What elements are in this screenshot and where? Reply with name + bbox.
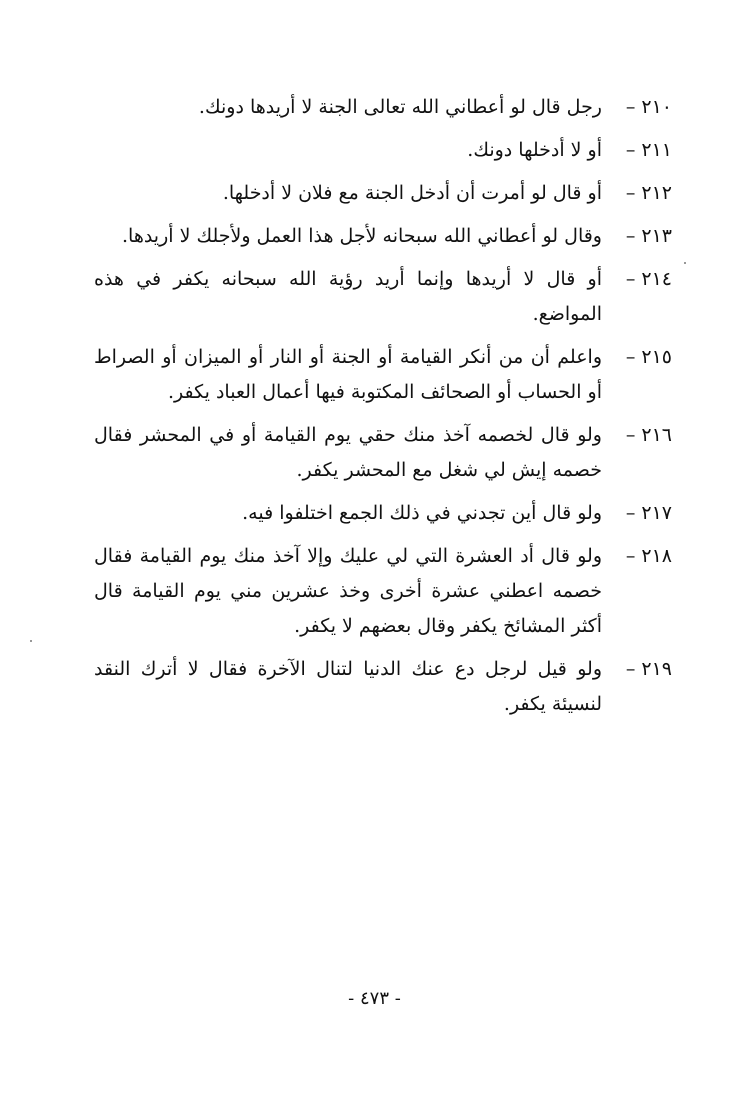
entry-number: ٢١٦ – <box>625 424 672 446</box>
entry <box>94 496 672 531</box>
entry-number: ٢١٧ – <box>625 502 672 524</box>
entry-number: ٢١١ – <box>625 139 672 161</box>
entry <box>94 219 672 254</box>
page-number: - ٤٧٣ - <box>348 988 401 1009</box>
entry-number: ٢١٠ – <box>625 96 672 118</box>
scan-speck <box>684 262 686 264</box>
entry <box>94 539 672 644</box>
entry-text: ولو قيل لرجل دع عنك الدنيا لتنال الآخرة فقال لا أترك النقد لنسيئة يكفر. <box>94 658 602 715</box>
entry-text: واعلم أن من أنكر القيامة أو الجنة أو النار أو الميزان أو الصراط أو الحساب أو الصحائف المكتوبة فيها أعمال العباد يكفر. <box>94 346 602 403</box>
entry-text: ولو قال أد العشرة التي لي عليك وإلا آخذ منك يوم القيامة فقال خصمه اعطني عشرة أخرى وخذ عشرين مني يوم القيامة قال أكثر المشائخ يكفر وقال بعضهم لا يكفر. <box>94 545 602 637</box>
entry <box>94 340 672 410</box>
entry-number: ٢١٥ – <box>625 346 672 368</box>
entry <box>94 176 672 211</box>
entry <box>94 90 672 125</box>
entry-number: ٢١٩ – <box>625 658 672 680</box>
entry-number: ٢١٨ – <box>625 545 672 567</box>
entry-text: رجل قال لو أعطاني الله تعالى الجنة لا أريدها دونك. <box>198 96 602 118</box>
entry-text: أو لا أدخلها دونك. <box>467 139 602 161</box>
entry-text: وقال لو أعطاني الله سبحانه لأجل هذا العمل ولأجلك لا أريدها. <box>121 225 602 247</box>
entry-number: ٢١٣ – <box>625 225 672 247</box>
entry-number: ٢١٤ – <box>625 268 672 290</box>
entry-list <box>94 90 672 730</box>
scan-speck <box>30 640 32 642</box>
entry <box>94 133 672 168</box>
entry-text: أو قال لا أريدها وإنما أريد رؤية الله سبحانه يكفر في هذه المواضع. <box>94 268 602 325</box>
entry <box>94 262 672 332</box>
entry <box>94 652 672 722</box>
entry-text: أو قال لو أمرت أن أدخل الجنة مع فلان لا أدخلها. <box>222 182 602 204</box>
entry-text: ولو قال لخصمه آخذ منك حقي يوم القيامة أو في المحشر فقال خصمه إيش لي شغل مع المحشر يكفر. <box>94 424 602 481</box>
entry <box>94 418 672 488</box>
entry-text: ولو قال أين تجدني في ذلك الجمع اختلفوا فيه. <box>242 502 602 524</box>
entry-number: ٢١٢ – <box>625 182 672 204</box>
